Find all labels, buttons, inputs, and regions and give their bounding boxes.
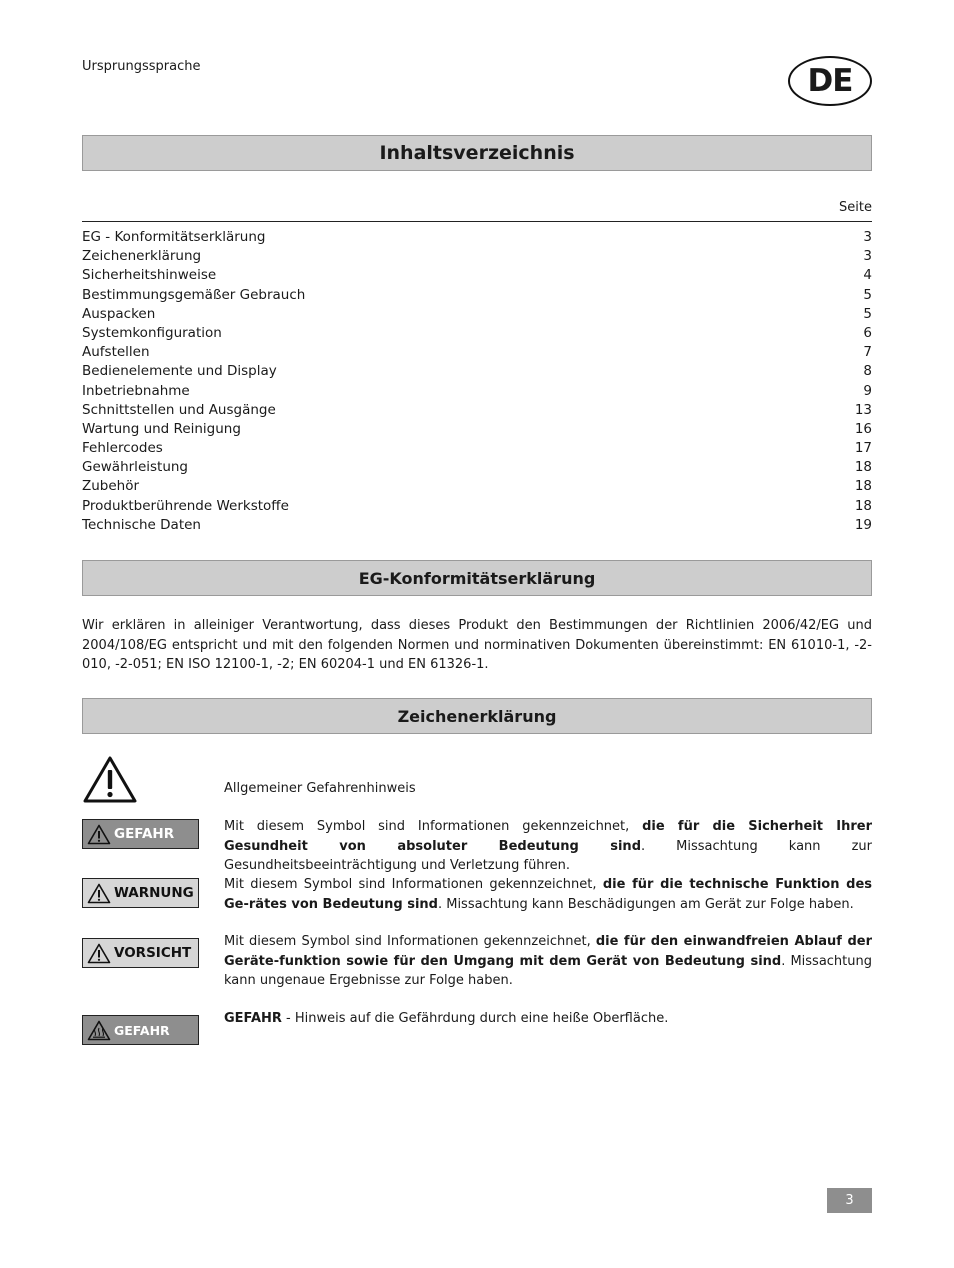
toc-entry-label: Gewährleistung [82, 459, 189, 476]
toc-entry-page: 18 [854, 478, 872, 495]
toc-entry-label: Produktberührende Werkstoffe [82, 497, 289, 514]
toc-entry-label: Bestimmungsgemäßer Gebrauch [82, 286, 306, 303]
toc-entry-label: Systemkonfiguration [82, 324, 222, 341]
toc-page-column-label: Seite [839, 200, 872, 215]
toc-entry [82, 362, 872, 381]
toc-entry [82, 382, 872, 401]
conformity-title: EG-Konformitätserklärung [82, 560, 872, 596]
toc-entry-page: 3 [863, 229, 872, 245]
symbols-title: Zeichenerklärung [82, 698, 872, 734]
toc-entry-page: 4 [863, 267, 872, 284]
toc-entry-page: 3 [863, 248, 872, 265]
danger-description: Mit diesem Symbol sind Informationen gekennzeichnet, die für die Sicherheit Ihrer Gesundheit von absoluter Bedeutung sind. Missachtung kann zur Gesundheitsbeeinträchtigung und Verletzung führen. [224, 819, 872, 873]
toc-entry-page: 13 [854, 401, 872, 418]
toc-entry [82, 247, 872, 266]
toc-entry-label: Bedienelemente und Display [82, 363, 277, 380]
general-warning-icon [82, 755, 138, 808]
toc-entry-page: 7 [863, 344, 872, 361]
warning-icon [87, 883, 111, 904]
toc-entry-page: 18 [854, 459, 872, 476]
toc-entry-page: 19 [854, 516, 872, 533]
toc-title: Inhaltsverzeichnis [82, 135, 872, 171]
toc-entry-page: 9 [863, 382, 872, 399]
danger-warning-icon [87, 824, 111, 845]
toc-entry-label: Aufstellen [82, 344, 150, 361]
toc-entry-page: 16 [854, 420, 872, 437]
conformity-text: Wir erklären in alleiniger Verantwortung, dass dieses Produkt den Bestimmungen der Richtlinien 2006/42/EG und 2004/108/EG entspricht und mit den folgenden Normen und norminativen Dokumenten übereinstimmt: EN 61010-1, -2-010, -2-051; EN ISO 12100-1, -2; EN 60204-1 und EN 61326-1. [82, 618, 872, 672]
toc-entry-label: Inbetriebnahme [82, 382, 190, 399]
warning-label-text: WARNUNG [114, 885, 194, 901]
warning-label [82, 878, 199, 908]
toc-divider [82, 221, 872, 222]
toc-entry-page: 17 [854, 440, 872, 457]
toc-entry [82, 228, 872, 247]
toc-entry [82, 305, 872, 324]
toc-entry [82, 286, 872, 305]
language-badge: DE [788, 56, 872, 106]
toc-entry-label: Schnittstellen und Ausgänge [82, 401, 276, 418]
toc-entry-page: 18 [854, 497, 872, 514]
toc-entry [82, 420, 872, 439]
toc-list [82, 228, 872, 535]
toc-entry [82, 439, 872, 458]
toc-entry [82, 343, 872, 362]
toc-entry [82, 324, 872, 343]
toc-entry-label: Auspacken [82, 305, 156, 322]
warning-description: Mit diesem Symbol sind Informationen gekennzeichnet, die für die technische Funktion des Ge-rätes von Bedeutung sind. Missachtung kann Beschädigungen am Gerät zur Folge haben. [224, 877, 873, 912]
toc-entry-label: Fehlercodes [82, 440, 163, 457]
toc-entry [82, 497, 872, 516]
origin-language-label: Ursprungssprache [82, 59, 201, 74]
toc-entry-label: EG - Konformitätserklärung [82, 229, 266, 245]
toc-entry [82, 266, 872, 285]
toc-entry-page: 8 [863, 363, 872, 380]
toc-entry-label: Wartung und Reinigung [82, 420, 241, 437]
general-warning-text: Allgemeiner Gefahrenhinweis [224, 781, 416, 796]
hot-surface-description: GEFAHR - Hinweis auf die Gefährdung durch eine heiße Oberfläche. [224, 1011, 669, 1026]
toc-entry-page: 6 [863, 324, 872, 341]
toc-entry-page: 5 [863, 305, 872, 322]
hot-surface-icon [87, 1020, 111, 1041]
toc-entry [82, 477, 872, 496]
caution-description: Mit diesem Symbol sind Informationen gekennzeichnet, die für den einwandfreien Ablauf der Geräte-funktion sowie für den Umgang mit dem Gerät von Bedeutung sind. Missachtung kann ungenaue Ergebnisse zur Folge haben. [224, 934, 873, 988]
caution-icon [87, 943, 111, 964]
danger-label [82, 819, 199, 849]
toc-entry [82, 516, 872, 535]
toc-entry-label: Technische Daten [82, 516, 201, 533]
toc-entry [82, 458, 872, 477]
caution-label [82, 938, 199, 968]
toc-entry-page: 5 [863, 286, 872, 303]
danger-label-text: GEFAHR [114, 826, 175, 842]
toc-entry-label: Zubehör [82, 478, 140, 495]
toc-entry-label: Zeichenerklärung [82, 248, 202, 265]
hot-surface-label [82, 1015, 199, 1045]
page-number: 3 [827, 1188, 872, 1213]
caution-label-text: VORSICHT [114, 945, 192, 961]
hot-surface-label-text: GEFAHR [114, 1022, 170, 1038]
toc-entry [82, 401, 872, 420]
toc-entry-label: Sicherheitshinweise [82, 267, 217, 284]
